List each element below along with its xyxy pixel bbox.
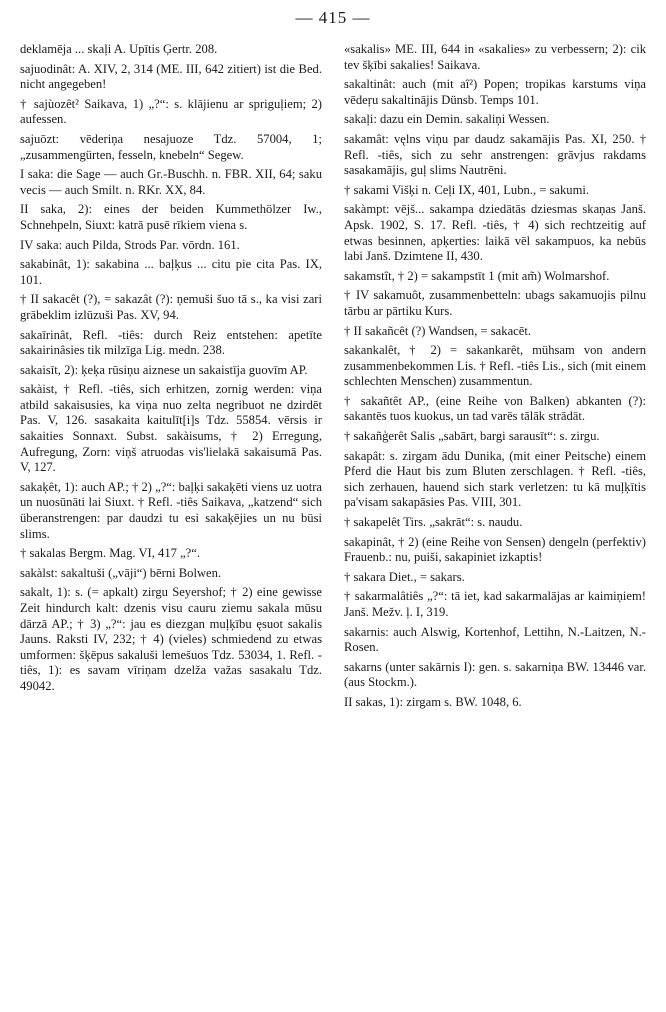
dictionary-entry: sakàmpt: vējš... sakampa dziedātās dziesmas skaņas Janš. Apsk. 1902, S. 17. Refl. -tiês, † 4) sich rechtzeitig auf etwas besinnen, apķerties: laikā vēl sakampuos, ka nebūs labi Janš. Dzimtene II, 430.: [344, 202, 646, 264]
dictionary-entry: II sakas, 1): zirgam s. BW. 1048, 6.: [344, 694, 522, 709]
right-column: [344, 42, 646, 715]
dictionary-entry: † sakara Diet., = sakars.: [344, 569, 465, 584]
dictionary-entry: † sakañtêt AP., (eine Reihe von Balken) abkanten (?): sakantēs tuos kuokus, un tad varēs tālāk strādāt.: [344, 393, 646, 424]
dictionary-entry: sakaļi: dazu ein Demin. sakaliņi Wessen.: [344, 112, 550, 127]
dictionary-entry: † sakapelêt Tirs. „sakrāt“: s. naudu.: [344, 515, 523, 530]
dictionary-entry: I saka: die Sage — auch Gr.-Buschh. n. FBR. XII, 64; saku vecis — auch Smilt. n. RKr. XX, 84.: [20, 167, 322, 197]
dictionary-entry: sakaisīt, 2): ķeķa rūsiņu aiznese un sakaistīja guovīm AP.: [20, 362, 308, 377]
dictionary-entry: «sakalis» ME. III, 644 in «sakalies» zu verbessern; 2): cik tev šķībi sakalies! Saikava.: [344, 42, 646, 72]
dictionary-entry: sakamstît, † 2) = sakampstīt 1 (mit am̃) Wolmarshof.: [344, 268, 610, 283]
dictionary-entry: sakaīrinât, Refl. -tiês: durch Reiz entstehen: apetīte sakairinâsies tik milzīga Lig. medn. 238.: [20, 327, 322, 358]
dictionary-entry: † sakarmalâtiês „?“: tā iet, kad sakarmalājas ar kaimiņiem! Janš. Mežv. ļ. I, 319.: [344, 589, 646, 619]
dictionary-entry: † sajùozêt² Saikava, 1) „?“: s. klājienu ar spriguļiem; 2) aufessen.: [20, 96, 322, 127]
dictionary-entry: sajuōzt: vēderiņa nesajuoze Tdz. 57004, 1; „zusammengürten, fesseln, knebeln“ Segew.: [20, 131, 322, 162]
dictionary-entry: sakankalêt, † 2) = sakankarêt, mühsam von andern zusammenbekommen Lis. † Refl. -tiês Lis., sich (mit einem schlechten Menschen) zusammentun.: [344, 343, 646, 389]
dictionary-entry: † sakami Višķi n. Ceļi IX, 401, Lubn., = sakumi.: [344, 182, 590, 197]
dictionary-entry: sakàist, † Refl. -tiês, sich erhitzen, zornig werden: viņa atbild sakaisusies, ka viņa nuo zelta negribuot ne dzirdēt Pas. V, 126. sasakaita kaitulīt[i]s Tdz. 55854. vērsis ir sakaities Sonnaxt. Subst. sakàisums, † 2) Erregung, Aufregung, Zorn: viņš atruodas vis'lielakā sakaisumā Pas. V, 127.: [20, 382, 322, 475]
dictionary-entry: † sakalas Bergm. Mag. VI, 417 „?“.: [20, 546, 201, 561]
dictionary-entry: sakarns (unter sakārnis I): gen. s. sakarniņa BW. 13446 var. (aus Stockm.).: [344, 659, 646, 690]
dictionary-entry: sakapât: s. zirgam ādu Dunika, (mit einer Peitsche) einem Pferd die Haut bis zum Bluten zerschlagen. † Refl. -tiês, sich zerhauen, hauend sich stark verletzen: tu kā muļķītis pa'visam sakapāsies Pas. VIII, 301.: [344, 448, 646, 510]
dictionary-entry: II saka, 2): eines der beiden Kummethölzer Iw., Schnehpeln, Siuxt: katrā pusē rīkiem viena s.: [20, 202, 322, 232]
dictionary-entry: deklamēja ... skaļi A. Upītis Ģertr. 208.: [20, 42, 218, 56]
dictionary-entry: sakabinât, 1): sakabina ... baļķus ... citu pie cita Pas. IX, 101.: [20, 257, 322, 287]
dictionary-entry: † sakañģerêt Salis „sabārt, bargi sarausīt“: s. zirgu.: [344, 429, 600, 444]
page-number: — 415 —: [295, 8, 371, 27]
dictionary-entry: sakaķêt, 1): auch AP.; † 2) „?“: baļķi sakaķēti viens uz uotra un nuosūnāti lai Siuxt. † Refl. -tiês Saikava, „katzend“ sich überanstrengen: par daudzi tu esi sakaķējies un nu būsi slims.: [20, 479, 322, 541]
left-column: [20, 42, 322, 699]
dictionary-entry: sakapinât, † 2) (eine Reihe von Sensen) dengeln (perfektiv) Frauenb.: nu, puiši, sakapiniet izkaptis!: [344, 534, 646, 565]
dictionary-entry: sakalt, 1): s. (= apkalt) zirgu Seyershof; † 2) eine gewisse Zeit hindurch kalt: dzenis visu cauru ziemu sakala mūsu dārzā AP.; † 3) „?“: jau es diezgan muļķību ęsuot sakalis Jauns. Raksti IV, 232; † 4) (vieles) schmiedend zu etwas umformen: šķēpus sakaluši lemešuos Tdz. 53034, 1. Refl. -tiês, 1): es savam vīriņam dzelža važas sasakalu Tdz. 49042.: [20, 585, 322, 693]
dictionary-entry: † II sakacêt (?), = sakazât (?): ņemuši šuo tā s., ka visi zari grābeklim izlūzuši Pas. XV, 94.: [20, 292, 322, 322]
dictionary-entry: sakàlst: sakaltuši („vāji“) bērni Bolwen.: [20, 565, 222, 580]
dictionary-entry: sakaltinât: auch (mit aî²) Popen; tropikas karstums viņa vēdeŗu sakaltinājis Dünsb. Temps 101.: [344, 77, 646, 107]
dictionary-entry: sakarnis: auch Alswig, Kortenhof, Lettihn, N.-Laitzen, N.-Rosen.: [344, 624, 646, 655]
dictionary-entry: † IV sakamuôt, zusammenbetteln: ubags sakamuojis pilnu tārbu ar pārtiku Kurs.: [344, 288, 646, 318]
dictionary-entry: sakamât: vęlns viņu par daudz sakamājis Pas. XI, 250. † Refl. -tiês, sich zu sehr anstrengen: grāvjus rakdams sasakamājis, guļ slims Nautrēni.: [344, 131, 646, 178]
dictionary-entry: IV saka: auch Pilda, Strods Par. vōrdn. 161.: [20, 237, 240, 252]
dictionary-entry: † II sakañcêt (?) Wandsen, = sakacēt.: [344, 323, 531, 338]
dictionary-entry: sajuodinât: A. XIV, 2, 314 (ME. III, 642 zitiert) ist die Bed. nicht angegeben!: [20, 61, 322, 92]
